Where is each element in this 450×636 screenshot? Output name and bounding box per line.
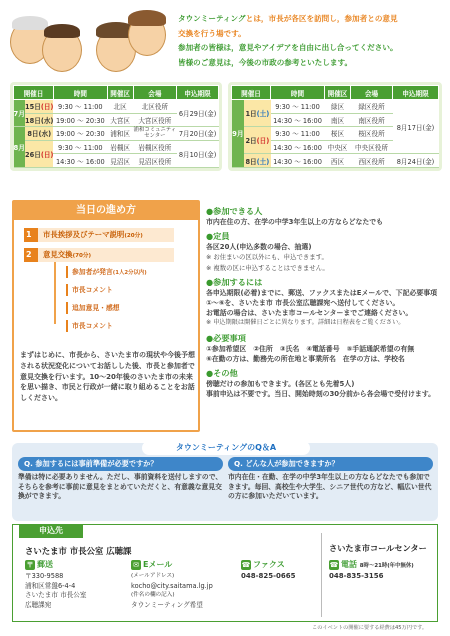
date-cell: 8日(水) [25, 127, 53, 141]
ward-cell: 西区 [325, 154, 351, 168]
flow-step-1: 1 市長挨拶及びテーマ説明(20分) [24, 228, 174, 242]
ward-cell: 北区 [107, 100, 133, 114]
th-date: 開催日 [232, 86, 271, 100]
th-time: 時間 [271, 86, 325, 100]
family-illustration [8, 6, 168, 78]
month-cell: 9月 [232, 100, 245, 168]
flow-step-2: 2 意見交換(70分) [24, 248, 174, 262]
date-cell: 1日(土) [244, 100, 270, 127]
table-row [14, 140, 219, 154]
apply-organization: さいたま市 市長公室 広聴課 [25, 546, 132, 556]
time-cell: 14:30 ～ 16:00 [53, 154, 107, 168]
ward-cell: 大宮区 [107, 113, 133, 127]
ward-cell: 南区 [325, 113, 351, 127]
mail-line: 広聴課宛 [25, 600, 52, 609]
event-info [206, 202, 444, 399]
ward-cell: 桜区 [325, 127, 351, 141]
schedule-table-left [10, 82, 222, 171]
email-label: (メールアドレス) [131, 573, 175, 579]
flow-substep: 市長コメント [66, 320, 178, 332]
info-text: 各申込期限(必着)までに、郵送、ファクスまたはEメールで、下記必要事項 [206, 288, 438, 297]
intro-line4: 皆様のご意見は，今後の市政の参考といたします。 [178, 57, 353, 67]
info-text: 傍聴だけの参加もできます。(各区とも先着5人) [206, 380, 355, 389]
venue-cell: 大宮区役所 [133, 113, 177, 127]
deadline-cell: 8月10日(金) [177, 140, 219, 167]
fax-number: 048-825-0665 [241, 572, 296, 580]
info-text: 事前申込は不要です。当日、開始時刻の30分前から各会場で受付けます。 [206, 390, 435, 399]
qa-title: タウンミーティングのQ＆A [142, 441, 310, 455]
info-text: 各区20人(申込多数の場合、抽選) [206, 243, 312, 252]
question: Q. どんな人が参加できますか？ [228, 457, 433, 471]
date-cell: 26日(日) [25, 140, 53, 167]
qa-section [12, 443, 438, 521]
email-heading: Eメール [143, 560, 173, 569]
mail-line: 浦和区常盤6-4-4 [25, 581, 76, 590]
th-ward: 開催区 [107, 86, 133, 100]
intro-line2: 交換を行う場です。 [178, 28, 246, 38]
th-deadline: 申込期限 [393, 86, 439, 100]
venue-cell: 南区役所 [351, 113, 393, 127]
ward-cell: 見沼区 [107, 154, 133, 168]
info-text: 市内在住の方、在学の中学3年生以上の方ならどなたでも [206, 218, 384, 226]
flow-substep: 追加意見・感想 [66, 302, 178, 314]
divider [321, 533, 322, 617]
th-ward: 開催区 [325, 86, 351, 100]
phone-hours: 8時～21時(年中無休) [359, 563, 414, 569]
answer: 準備は特に必要ありません。ただし、事前資料を送付しますので、そちらを参考に事前に意見をまとめていただくと、有意義な意見交換ができます。 [18, 473, 223, 501]
email-subject: タウンミーティング希望 [131, 600, 203, 609]
mail-heading: 郵送 [37, 560, 53, 569]
fax-block [241, 559, 296, 582]
time-cell: 14:30 ～ 16:00 [271, 140, 325, 154]
month-cell: 7月 [14, 100, 26, 127]
venue-cell: 西区役所 [351, 154, 393, 168]
venue-cell: 北区役所 [133, 100, 177, 114]
date-cell: 15日(日) [25, 100, 53, 114]
mail-line: さいたま市 市長公室 [25, 591, 87, 600]
time-cell: 14:30 ～ 16:00 [271, 113, 325, 127]
question: Q. 参加するには事前準備が必要ですか？ [18, 457, 223, 471]
info-note: ※ 申込期限は開催日ごとに異なります。詳細は日程表をご覧ください。 [206, 319, 405, 327]
info-note: ※ お住まいの区以外にも、申込できます。 [206, 253, 328, 262]
flow-panel [12, 200, 200, 432]
ward-cell: 岩槻区 [107, 140, 133, 154]
info-note: ※ 複数の区に申込することはできません。 [206, 263, 329, 272]
email-block [131, 559, 213, 610]
intro-line1: とは，市長が各区を訪問し，参加者との意見 [245, 14, 398, 23]
apply-tag: 申込先 [19, 524, 83, 538]
deadline-cell: 8月24日(金) [393, 154, 439, 168]
email-label: (件名の欄の記入) [131, 592, 175, 599]
phone-block [329, 559, 414, 582]
mailbox-icon: 〒 [26, 560, 34, 569]
flow-description: まずはじめに、市長から、さいたま市の現状や今後予想される状況変化についてお話しした後、市長と参加者で意見交換を行います。10～20年後のさいたま市の未来を思い描き、市民と行政が一緒に取り組めることをお話しください。 [20, 351, 195, 403]
table-row [232, 154, 439, 168]
qa-item [228, 457, 433, 502]
ward-cell: 中央区 [325, 140, 351, 154]
time-cell: 9:30 ～ 11:00 [53, 140, 107, 154]
date-cell: 18日(水) [25, 113, 53, 127]
phone-number[interactable]: 048-835-3156 [329, 572, 384, 580]
table-row [232, 100, 439, 114]
flow-title: 当日の進め方 [14, 202, 198, 220]
phone-icon: ☎ [329, 560, 339, 569]
info-heading: ●必要事項 [206, 332, 246, 343]
deadline-cell: 8月17日(金) [393, 100, 439, 154]
footnote: このイベントの開催に要する経費は45万円です。 [312, 625, 428, 631]
answer: 市内在住・在勤、在学の中学3年生以上の方ならどなたでも参加できます。毎回、高校生や大学生、シニア世代の方など、幅広い世代の方に参加いただいています。 [228, 473, 432, 501]
time-cell: 14:30 ～ 16:00 [271, 154, 325, 168]
time-cell: 9:30 ～ 11:00 [53, 100, 107, 114]
fax-heading: ファクス [253, 560, 285, 569]
venue-cell: 浦和コミュニティセンター [133, 127, 177, 140]
th-deadline: 申込期限 [177, 86, 219, 100]
ward-cell: 緑区 [325, 100, 351, 114]
table-row [14, 127, 219, 141]
schedule-table-right [228, 82, 442, 171]
venue-cell: 中央区役所 [351, 140, 393, 154]
info-heading: ●その他 [206, 368, 238, 379]
fax-icon: ☎ [241, 560, 251, 569]
date-cell: 8日(土) [244, 154, 270, 168]
venue-cell: 桜区役所 [351, 127, 393, 141]
info-text: ①参加希望区 ②住所 ③氏名 ④電話番号 ⑤手話通訳希望の有無 [206, 344, 415, 353]
venue-cell: 緑区役所 [351, 100, 393, 114]
intro-term: タウンミーティング [178, 14, 246, 23]
time-cell: 9:30 ～ 11:00 [271, 100, 325, 114]
callcenter-title: さいたま市コールセンター [329, 543, 427, 553]
intro-line3: 参加者の皆様は，意見やアイデアを自由に出し合ってください。 [178, 43, 398, 53]
mail-line: 〒330-9588 [25, 572, 64, 580]
email-icon: ✉ [131, 560, 141, 570]
th-time: 時間 [53, 86, 107, 100]
intro-text [178, 12, 444, 70]
venue-cell: 見沼区役所 [133, 154, 177, 168]
venue-cell: 岩槻区役所 [133, 140, 177, 154]
info-heading: ●参加するには [206, 276, 263, 287]
flow-substep: 参加者が発言(1人2分以内) [66, 266, 178, 278]
time-cell: 9:30 ～ 11:00 [271, 127, 325, 141]
info-text: お電話の場合は、さいたま市コールセンターまでご連絡ください。 [206, 309, 413, 318]
time-cell: 19:00 ～ 20:30 [53, 113, 107, 127]
time-cell: 19:00 ～ 20:30 [53, 127, 107, 141]
flow-substep: 市長コメント [66, 284, 178, 296]
deadline-cell: 6月29日(金) [177, 100, 219, 127]
application-section [12, 524, 438, 622]
email-address[interactable]: kocho@city.saitama.lg.jp [131, 581, 213, 590]
table-row [14, 100, 219, 114]
phone-heading: 電話 [341, 560, 357, 569]
info-heading: ●定員 [206, 231, 230, 242]
info-heading: ●参加できる人 [206, 206, 263, 216]
info-text: ①～⑥を、さいたま市 市長公室広聴課宛へ送付してください。 [206, 299, 400, 308]
date-cell: 2日(日) [244, 127, 270, 154]
qa-item [18, 457, 223, 502]
deadline-cell: 7月20日(金) [177, 127, 219, 141]
month-cell: 8月 [14, 127, 26, 168]
flow-connector [54, 262, 56, 324]
info-text: ⑥在勤の方は、勤務先の所在地と事業所名 在学の方は、学校名 [206, 354, 405, 363]
th-date: 開催日 [14, 86, 54, 100]
mail-block [25, 559, 86, 610]
ward-cell: 浦和区 [107, 127, 133, 141]
th-venue: 会場 [133, 86, 177, 100]
th-venue: 会場 [351, 86, 393, 100]
